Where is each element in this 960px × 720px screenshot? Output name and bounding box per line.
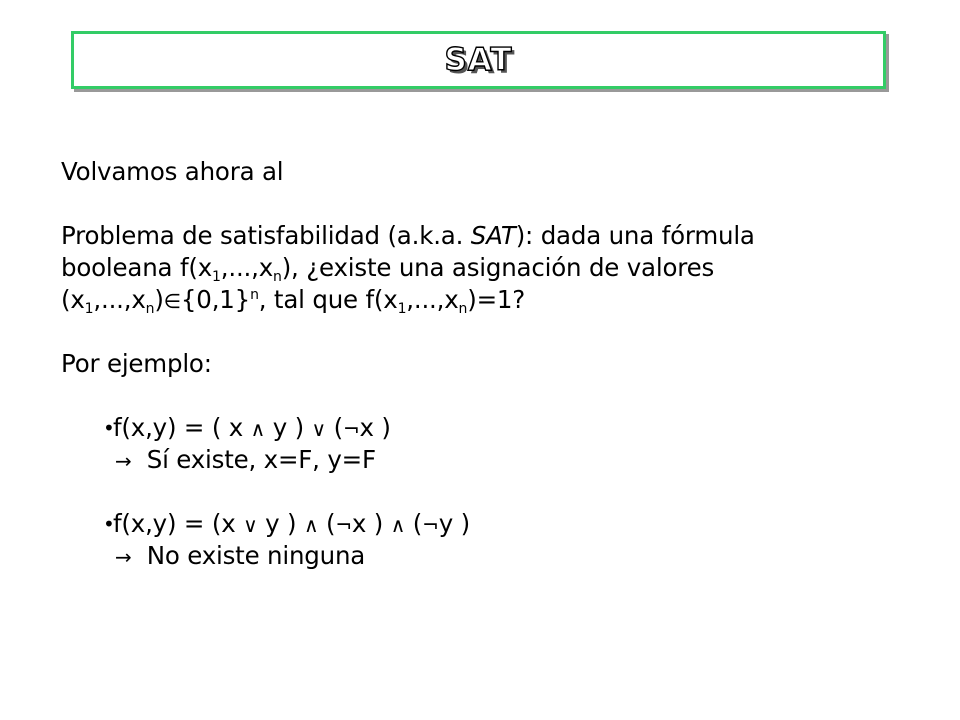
sat-emphasis: SAT	[470, 221, 516, 250]
not-symbol: ¬	[422, 513, 439, 537]
definition-line-1: Problema de satisfabilidad (a.k.a. SAT): dada una fórmula	[61, 221, 755, 250]
example-2-formula: • f(x,y) = (x ∨ y ) ∧ (¬x ) ∧ (¬y )	[103, 509, 470, 538]
example-1-answer: → Sí existe, x=F, y=F	[115, 445, 376, 474]
example-2-answer: → No existe ninguna	[115, 541, 366, 570]
slide-title: SAT	[444, 42, 513, 78]
or-symbol: ∨	[243, 513, 258, 537]
not-symbol: ¬	[335, 513, 352, 537]
and-symbol: ∧	[390, 513, 406, 537]
arrow-icon: →	[115, 449, 132, 473]
bullet-icon: •	[103, 416, 115, 440]
definition-line-3: $(x_1,...,x_n)\in\{0,1\}^n$, tal que $f(x_1,...,x_n)=1$?	[61, 285, 526, 317]
title-box	[71, 31, 886, 89]
element-of-symbol: ∈	[163, 289, 181, 313]
definition-line-2: booleana $f(x_1,...,x_n)$, ¿existe una asignación de valores	[61, 253, 715, 285]
example-label: Por ejemplo:	[61, 349, 212, 378]
and-symbol: ∧	[250, 417, 266, 441]
not-symbol: ¬	[342, 417, 360, 441]
bullet-icon: •	[103, 512, 115, 536]
example-1-formula: • f(x,y) = ( x ∧ y ) ∨ (¬x )	[103, 413, 391, 442]
slide-body	[61, 156, 941, 572]
arrow-icon: →	[115, 545, 132, 569]
intro-line: Volvamos ahora al	[61, 157, 284, 186]
and-symbol: ∧	[303, 513, 319, 537]
or-symbol: ∨	[311, 417, 326, 441]
